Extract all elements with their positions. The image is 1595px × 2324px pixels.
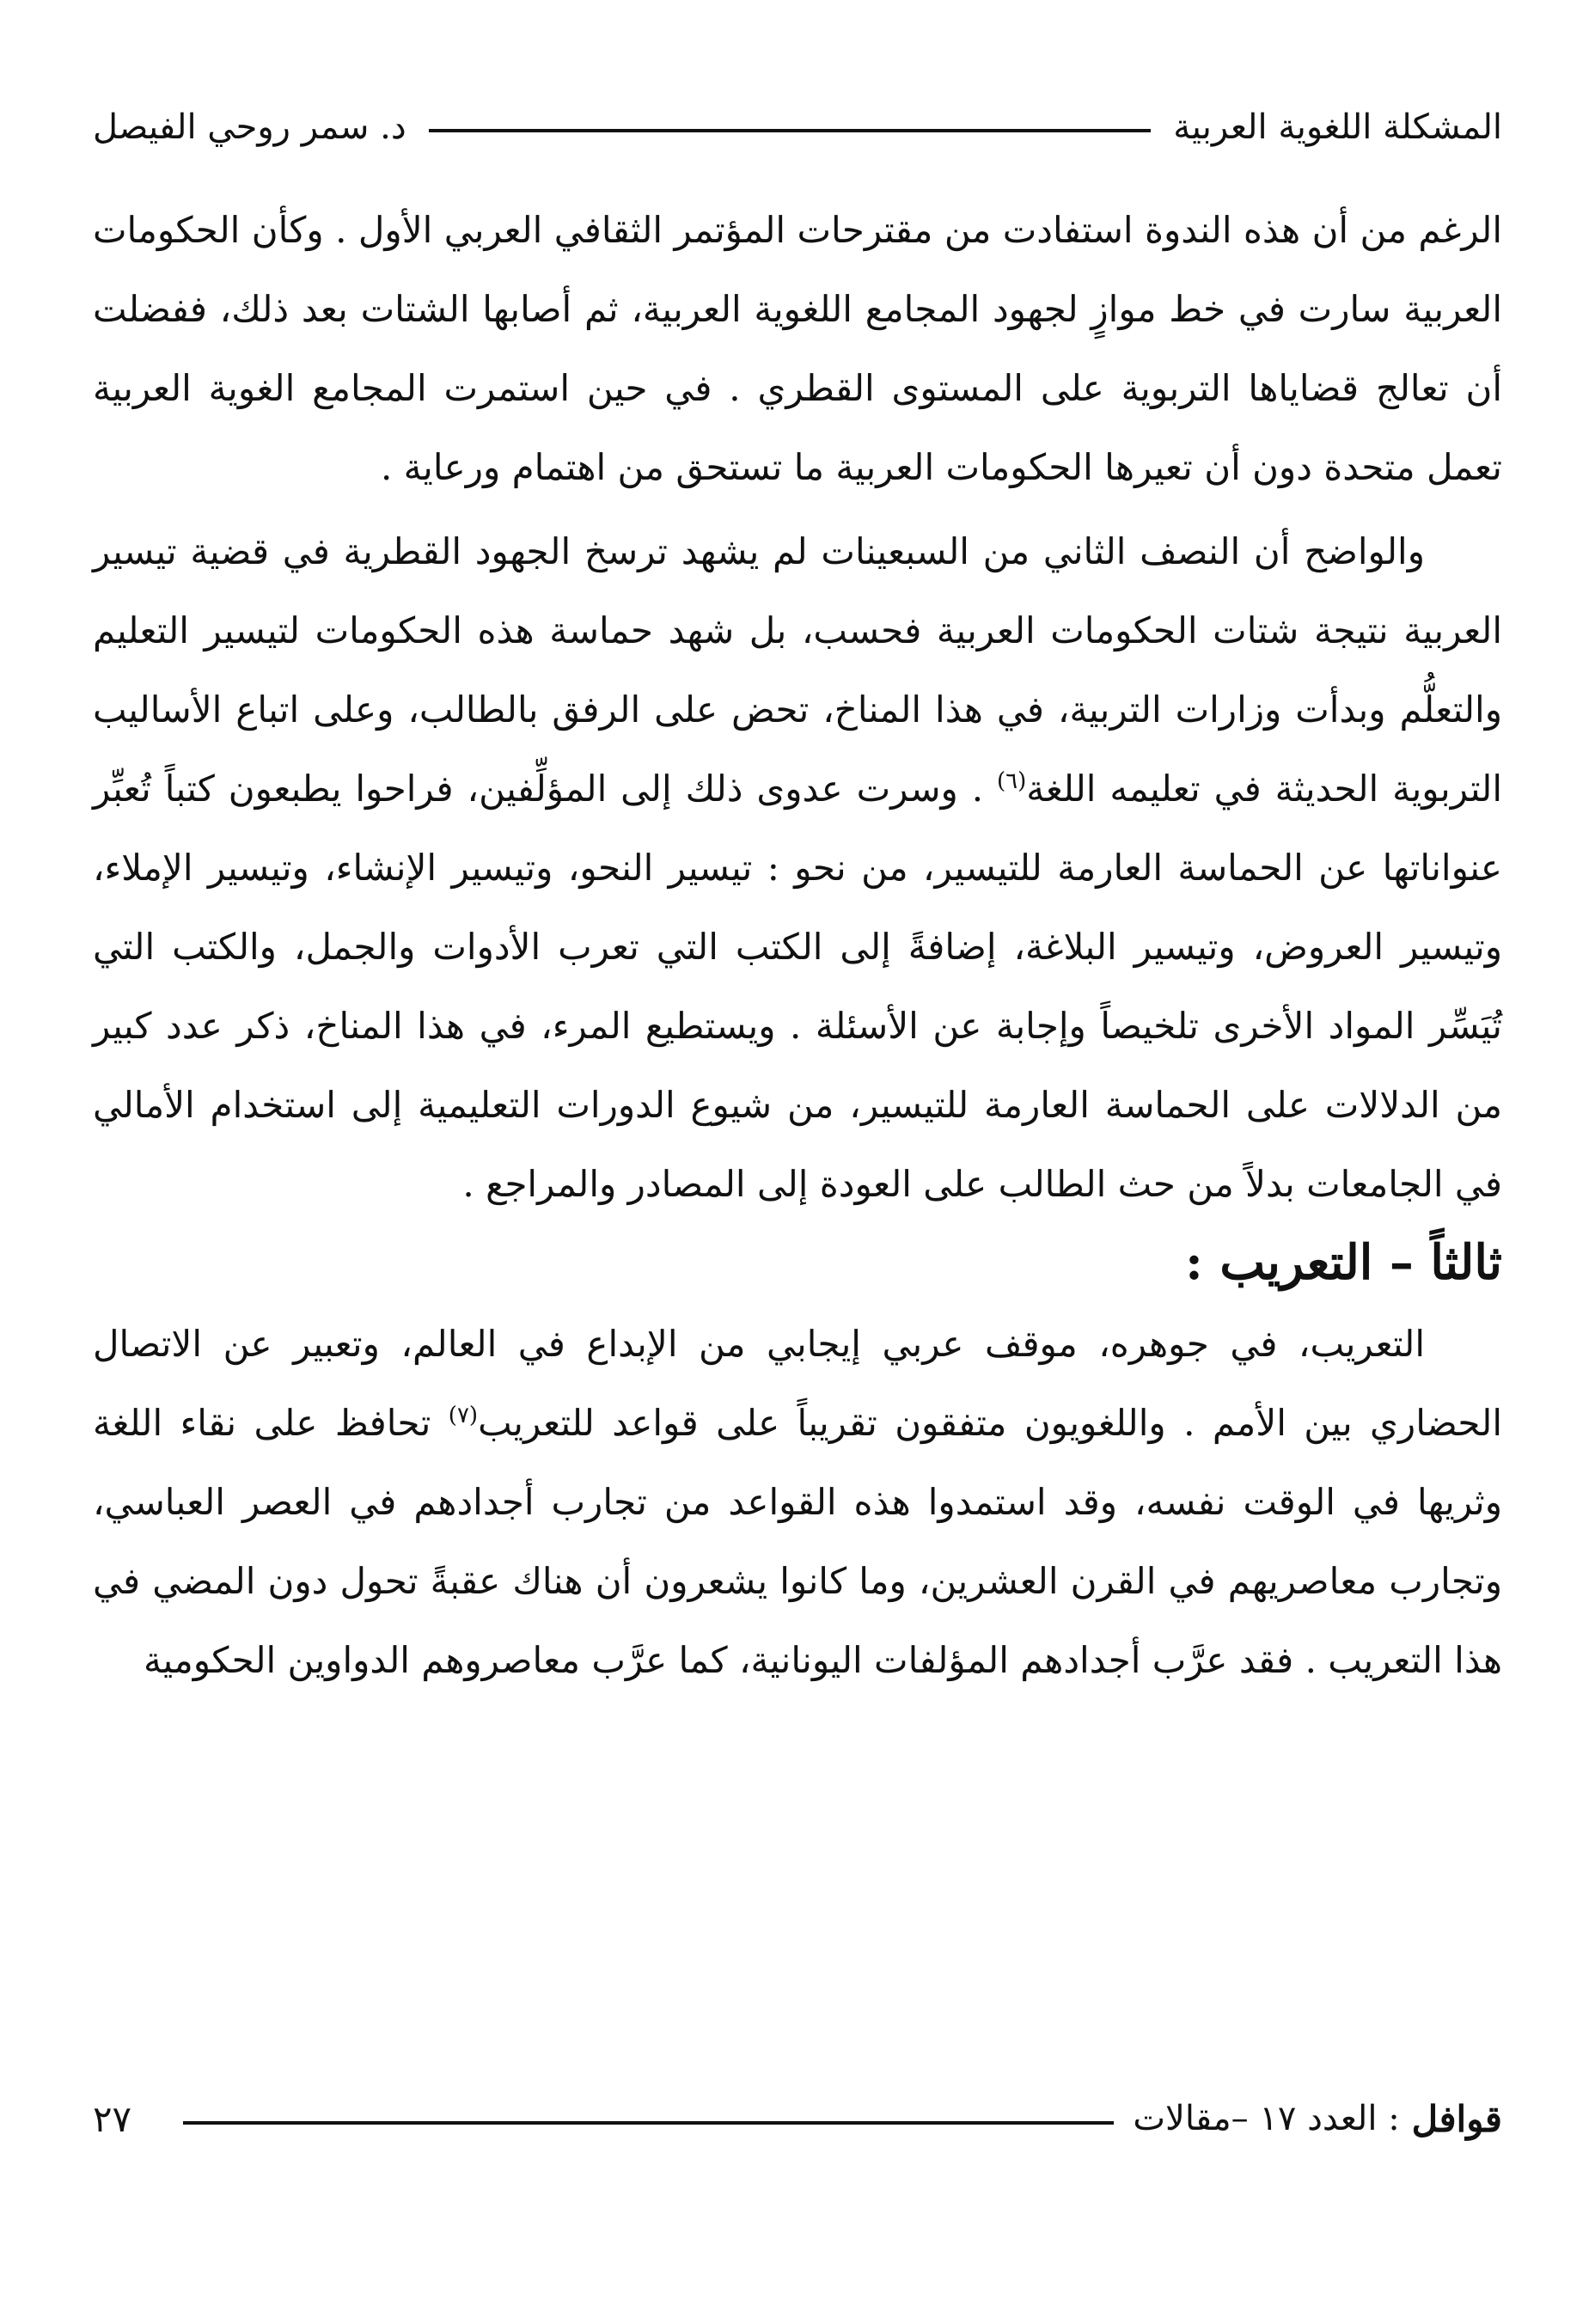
paragraph-text: التعريب، في جوهره، موقف عربي إيجابي من الإبداع في العالم، وتعبير عن الاتصال الحضاري بين الأمم . واللغويون متفقون تقريباً على قواعد للتعريب [93,1323,1503,1444]
running-header [93,101,1502,153]
paragraph-text: تحافظ على نقاء اللغة وثريها في الوقت نفسه، وقد استمدوا هذه القواعد من تجارب أجدادهم في العصر العباسي، وتجارب معاصريهم في القرن العشرين، وما كانوا يشعرون أن هناك عقبةً تحول دون المضي في هذا التعريب . فقد عرَّب أجدادهم المؤلفات اليونانية، كما عرَّب معاصروهم الدواوين الحكومية [93,1402,1502,1681]
paragraph [93,191,1502,507]
header-author: د. سمر روحي الفيصل [93,107,406,147]
paragraph [93,1305,1502,1700]
footnote-reference: (٦) [997,768,1027,794]
footer-issue: : العدد ١٧ –مقالات [1133,2099,1400,2138]
header-rule [429,129,1152,132]
paragraph-text: . وسرت عدوى ذلك إلى المؤلِّفين، فراحوا يطبعون كتباً تُعبِّر عنواناتها عن الحماسة العارمة للتيسير، من نحو : تيسير النحو، وتيسير الإنشاء، وتيسير الإملاء، وتيسير العروض، وتيسير البلاغة، إضافةً إلى الكتب التي تعرب الأدوات والجمل، والكتب التي تُيَسِّر المواد الأخرى تلخيصاً وإجابة عن الأسئلة . ويستطيع المرء، في هذا المناخ، ذكر عدد كبير من الدلالات على الحماسة العارمة للتيسير، من شيوع الدورات التعليمية إلى استخدام الأمالي في الجامعات بدلاً من حث الطالب على العودة إلى المصادر والمراجع . [93,768,1502,1205]
footer-journal-name: قوافل [1411,2097,1502,2140]
section-heading: ثالثاً – التعريب : [1185,1234,1502,1291]
running-footer [93,2089,1502,2149]
paragraph-text: الرغم من أن هذه الندوة استفادت من مقترحات المؤتمر الثقافي العربي الأول . وكأن الحكومات العربية سارت في خط موازٍ لجهود المجامع اللغوية العربية، ثم أصابها الشتات بعد ذلك، ففضلت أن تعالج قضاياها التربوية على المستوى القطري . في حين استمرت المجامع الغوية العربية تعمل متحدة دون أن تعيرها الحكومات العربية ما تستحق من اهتمام ورعاية . [93,209,1502,488]
header-journal-title: المشكلة اللغوية العربية [1173,107,1502,147]
footnote-reference: (٧) [448,1403,479,1428]
paragraph [93,512,1502,1224]
paragraph-text: والواضح أن النصف الثاني من السبعينات لم يشهد ترسخ الجهود القطرية في قضية تيسير العربية نتيجة شتات الحكومات العربية فحسب، بل شهد حماسة هذه الحكومات لتيسير التعليم والتعلُّم وبدأت وزارات التربية، في هذا المناخ، تحض على الرفق بالطالب، وعلى اتباع الأساليب التربوية الحديثة في تعليمه اللغة [93,530,1503,810]
page-number: ٢٧ [93,2097,132,2140]
footer-rule [183,2121,1114,2125]
article-body [93,191,1502,1700]
